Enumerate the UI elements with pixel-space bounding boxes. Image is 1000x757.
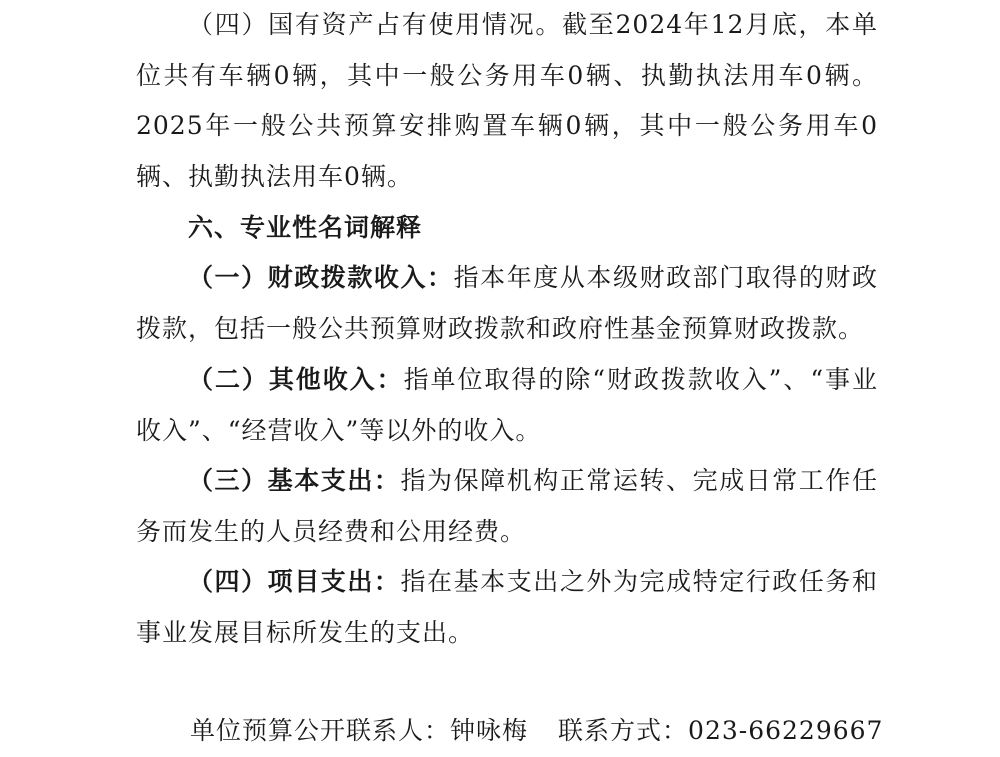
term-definition-4: 指在基本支出之外为完成特定行政任务和事业发展目标所发生的支出。 xyxy=(136,567,878,647)
assets-paragraph xyxy=(136,0,878,202)
term-definition-3: 指为保障机构正常运转、完成日常工作任务而发生的人员经费和公用经费。 xyxy=(136,466,878,546)
assets-label: （四）国有资产占有使用情况。 xyxy=(188,10,563,39)
term-label-3: （三）基本支出： xyxy=(188,466,401,495)
term-definition-1: 指本年度从本级财政部门取得的财政拨款，包括一般公共预算财政拨款和政府性基金预算财政拨款。 xyxy=(136,263,878,343)
section-heading: 六、专业性名词解释 xyxy=(188,213,423,242)
term-paragraph-2 xyxy=(136,355,878,456)
term-paragraph-3 xyxy=(136,456,878,557)
term-paragraph-4 xyxy=(136,557,878,658)
contact-phone: 023-66229667 xyxy=(688,716,884,745)
assets-body: 截至2024年12月底，本单位共有车辆0辆，其中一般公务用车0辆、执勤执法用车0辆。2025年一般公共预算安排购置车辆0辆，其中一般公务用车0辆、执勤执法用车0辆。 xyxy=(136,10,878,191)
term-label-2: （二）其他收入： xyxy=(188,365,404,394)
term-label-4: （四）项目支出： xyxy=(188,567,401,596)
term-paragraph-1 xyxy=(136,253,878,354)
contact-person-label: 单位预算公开联系人： xyxy=(190,716,451,745)
contact-method-label: 联系方式： xyxy=(558,716,689,745)
contact-person-name: 钟咏梅 xyxy=(450,716,529,745)
term-label-1: （一）财政拨款收入： xyxy=(188,263,454,292)
term-definition-2: 指单位取得的除“财政拨款收入”、“事业收入”、“经营收入”等以外的收入。 xyxy=(136,365,878,445)
contact-line xyxy=(190,708,883,754)
